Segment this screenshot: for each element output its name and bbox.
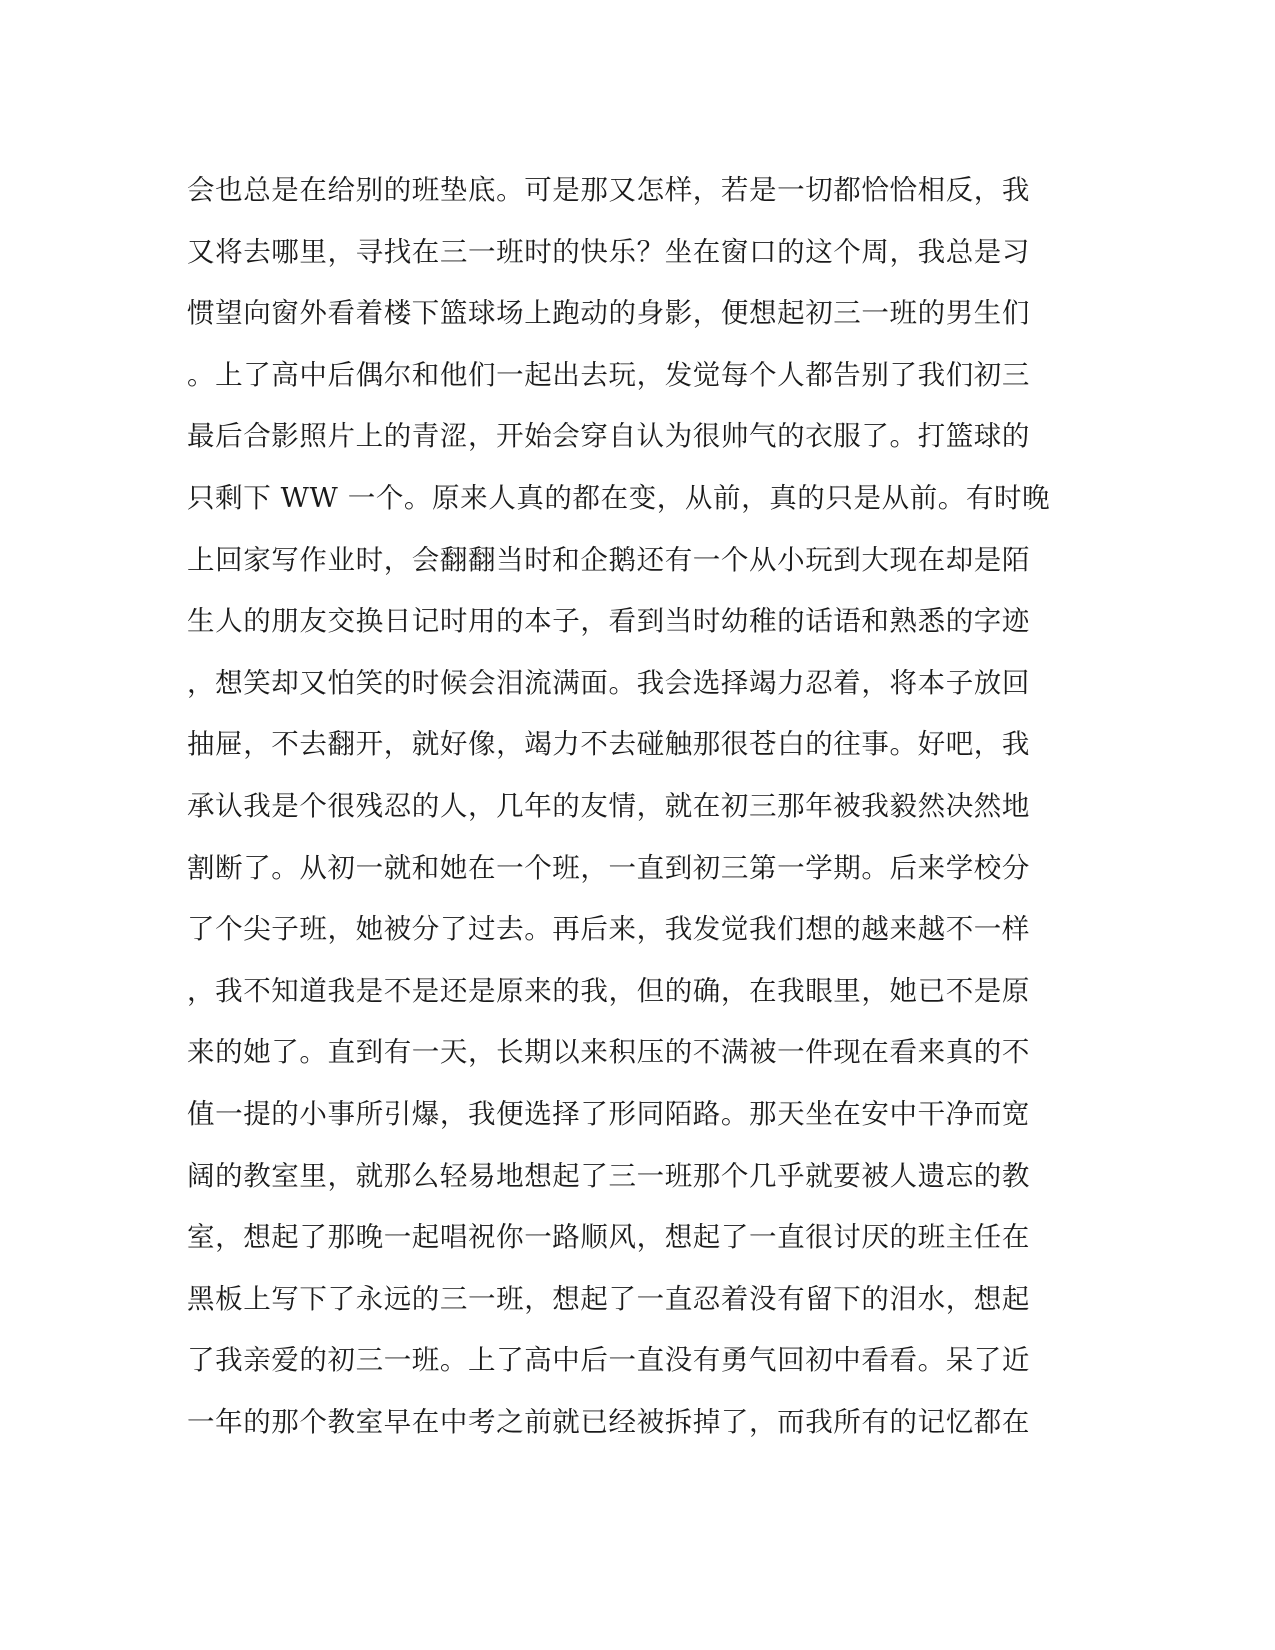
text-line: 值一提的小事所引爆，我便选择了形同陌路。那天坐在安中干净而宽 [187,1097,1030,1130]
text-line: 来的她了。直到有一天，长期以来积压的不满被一件现在看来真的不 [187,1036,1030,1069]
text-line: 最后合影照片上的青涩，开始会穿自认为很帅气的衣服了。打篮球的 [187,420,1030,453]
text-line: 抽屉，不去翻开，就好像，竭力不去碰触那很苍白的往事。好吧，我 [187,728,1030,761]
text-line: 只剩下 WW 一个。原来人真的都在变，从前，真的只是从前。有时晚 [187,481,1051,514]
text-line: 承认我是个很残忍的人，几年的友情，就在初三那年被我毅然决然地 [187,789,1030,822]
text-line: 。上了高中后偶尔和他们一起出去玩，发觉每个人都告别了我们初三 [187,358,1030,391]
text-line: 了个尖子班，她被分了过去。再后来，我发觉我们想的越来越不一样 [187,913,1030,946]
text-line: 阔的教室里，就那么轻易地想起了三一班那个几乎就要被人遗忘的教 [187,1159,1030,1192]
text-line: 一年的那个教室早在中考之前就已经被拆掉了，而我所有的记忆都在 [187,1405,1030,1438]
body-text [187,160,1087,1453]
text-line: 会也总是在给别的班垫底。可是那又怎样，若是一切都恰恰相反，我 [187,174,1030,206]
text-line: 了我亲爱的初三一班。上了高中后一直没有勇气回初中看看。呆了近 [187,1344,1030,1377]
text-line: 黑板上写下了永远的三一班，想起了一直忍着没有留下的泪水，想起 [187,1282,1030,1315]
text-line: 割断了。从初一就和她在一个班，一直到初三第一学期。后来学校分 [187,851,1030,884]
text-line: 又将去哪里，寻找在三一班时的快乐？坐在窗口的这个周，我总是习 [187,235,1030,268]
text-line: 室，想起了那晚一起唱祝你一路顺风，想起了一直很讨厌的班主任在 [187,1221,1030,1254]
text-line: 生人的朋友交换日记时用的本子，看到当时幼稚的话语和熟悉的字迹 [187,605,1030,638]
text-line: 上回家写作业时，会翻翻当时和企鹅还有一个从小玩到大现在却是陌 [187,543,1030,576]
text-line: ，想笑却又怕笑的时候会泪流满面。我会选择竭力忍着，将本子放回 [187,666,1030,699]
text-line: 惯望向窗外看着楼下篮球场上跑动的身影，便想起初三一班的男生们 [187,297,1030,330]
text-line: ，我不知道我是不是还是原来的我，但的确，在我眼里，她已不是原 [187,974,1030,1007]
